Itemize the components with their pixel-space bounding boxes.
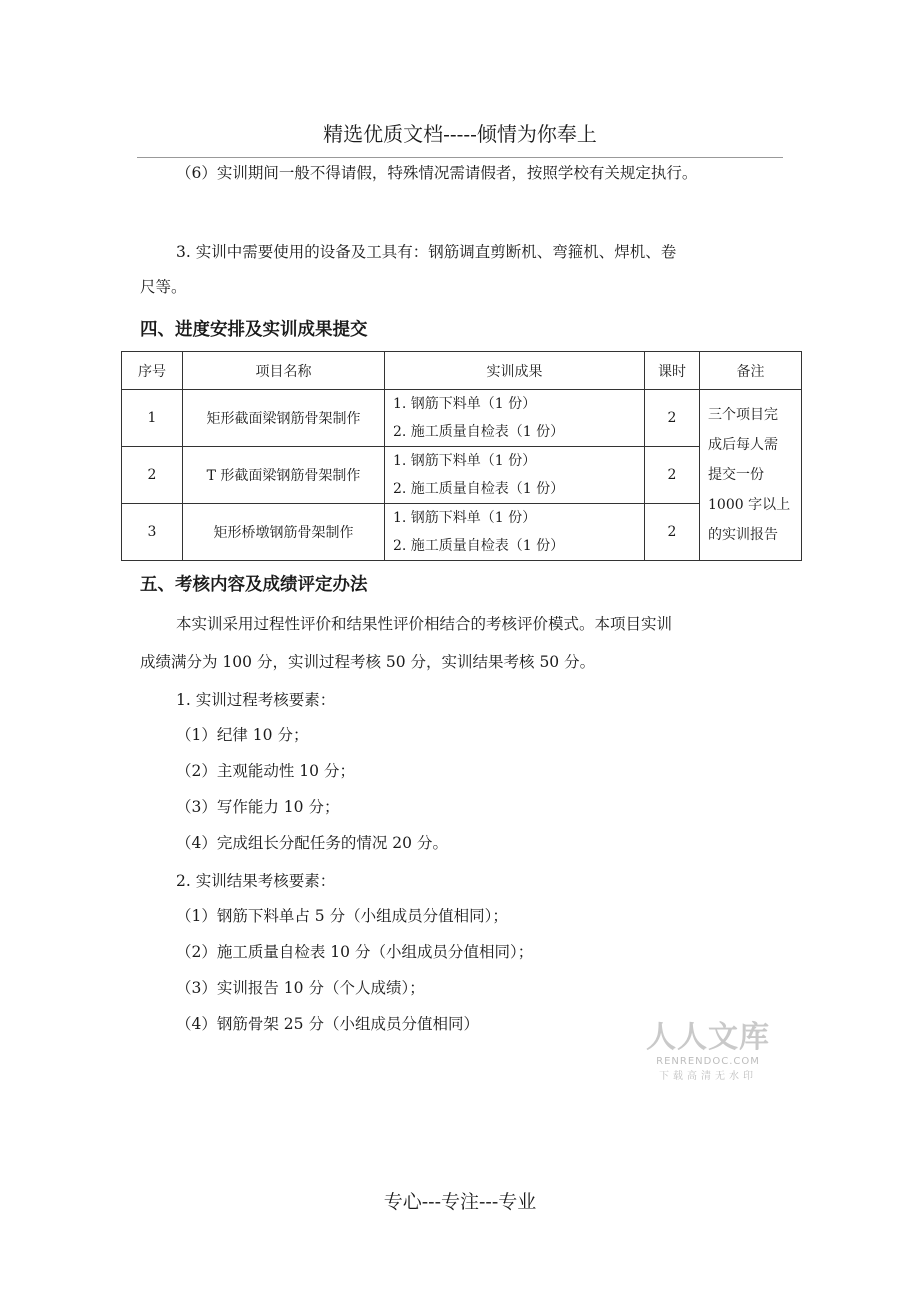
- note-line: 1000 字以上: [708, 497, 791, 513]
- section4-heading: 四、进度安排及实训成果提交: [140, 320, 368, 340]
- cell-hours: 2: [645, 390, 700, 447]
- cell-hours: 2: [645, 447, 700, 504]
- result-criteria-item: （1）钢筋下料单占 5 分（小组成员分值相同）；: [176, 907, 508, 925]
- paragraph-leave-rule: （6）实训期间一般不得请假，特殊情况需请假者，按照学校有关规定执行。: [176, 164, 698, 182]
- result-criteria-item: （3）实训报告 10 分（个人成绩）；: [176, 979, 425, 997]
- process-criteria-title: 1. 实训过程考核要素：: [176, 691, 336, 709]
- table-header-row: [122, 352, 802, 390]
- result-line: 1. 钢筋下料单（1 份）: [393, 510, 537, 526]
- process-criteria-item: （1）纪律 10 分；: [176, 726, 309, 744]
- section5-intro-line2: 成绩满分为 100 分，实训过程考核 50 分，实训结果考核 50 分。: [140, 653, 596, 671]
- cell-num: 1: [122, 390, 183, 447]
- result-line: 2. 施工质量自检表（1 份）: [393, 481, 565, 497]
- watermark-tagline: 下载高清无水印: [659, 1071, 757, 1082]
- process-criteria-item: （4）完成组长分配任务的情况 20 分。: [176, 834, 448, 852]
- result-line: 1. 钢筋下料单（1 份）: [393, 396, 537, 412]
- watermark-domain: RENRENDOC.COM: [656, 1056, 760, 1067]
- cell-result: [385, 390, 645, 447]
- section5-intro-line1: 本实训采用过程性评价和结果性评价相结合的考核评价模式。本项目实训: [176, 615, 673, 633]
- table-row: [122, 390, 802, 447]
- cell-num: 3: [122, 504, 183, 561]
- col-header-note: 备注: [700, 352, 802, 390]
- note-line: 成后每人需: [708, 437, 778, 453]
- col-header-result: 实训成果: [385, 352, 645, 390]
- col-header-num: 序号: [122, 352, 183, 390]
- header-divider: [137, 157, 783, 158]
- paragraph-tools-line2: 尺等。: [140, 278, 187, 296]
- result-line: 2. 施工质量自检表（1 份）: [393, 538, 565, 554]
- note-line: 三个项目完: [708, 407, 778, 423]
- process-criteria-item: （3）写作能力 10 分；: [176, 798, 340, 816]
- col-header-hours: 课时: [645, 352, 700, 390]
- cell-name: 矩形截面梁钢筋骨架制作: [183, 390, 385, 447]
- cell-note: [700, 390, 802, 561]
- result-criteria-item: （2）施工质量自检表 10 分（小组成员分值相同）；: [176, 943, 534, 961]
- cell-hours: 2: [645, 504, 700, 561]
- section5-heading: 五、考核内容及成绩评定办法: [140, 575, 368, 595]
- process-criteria-item: （2）主观能动性 10 分；: [176, 762, 355, 780]
- page-footer: 专心---专注---专业: [383, 1191, 537, 1213]
- result-line: 2. 施工质量自检表（1 份）: [393, 424, 565, 440]
- cell-num: 2: [122, 447, 183, 504]
- cell-name: T 形截面梁钢筋骨架制作: [183, 447, 385, 504]
- col-header-name: 项目名称: [183, 352, 385, 390]
- cell-result: [385, 447, 645, 504]
- result-criteria-item: （4）钢筋骨架 25 分（小组成员分值相同）: [176, 1015, 479, 1033]
- note-line: 提交一份: [708, 467, 764, 483]
- result-criteria-title: 2. 实训结果考核要素：: [176, 872, 336, 890]
- note-line: 的实训报告: [708, 527, 778, 543]
- paragraph-tools-line1: 3. 实训中需要使用的设备及工具有：钢筋调直剪断机、弯箍机、焊机、卷: [176, 243, 677, 261]
- watermark-brand: 人人文库: [646, 1020, 770, 1055]
- watermark-logo: [643, 1012, 773, 1082]
- cell-name: 矩形桥墩钢筋骨架制作: [183, 504, 385, 561]
- cell-result: [385, 504, 645, 561]
- result-line: 1. 钢筋下料单（1 份）: [393, 453, 537, 469]
- schedule-table: [121, 351, 802, 561]
- page-header-title: 精选优质文档-----倾情为你奉上: [323, 122, 597, 146]
